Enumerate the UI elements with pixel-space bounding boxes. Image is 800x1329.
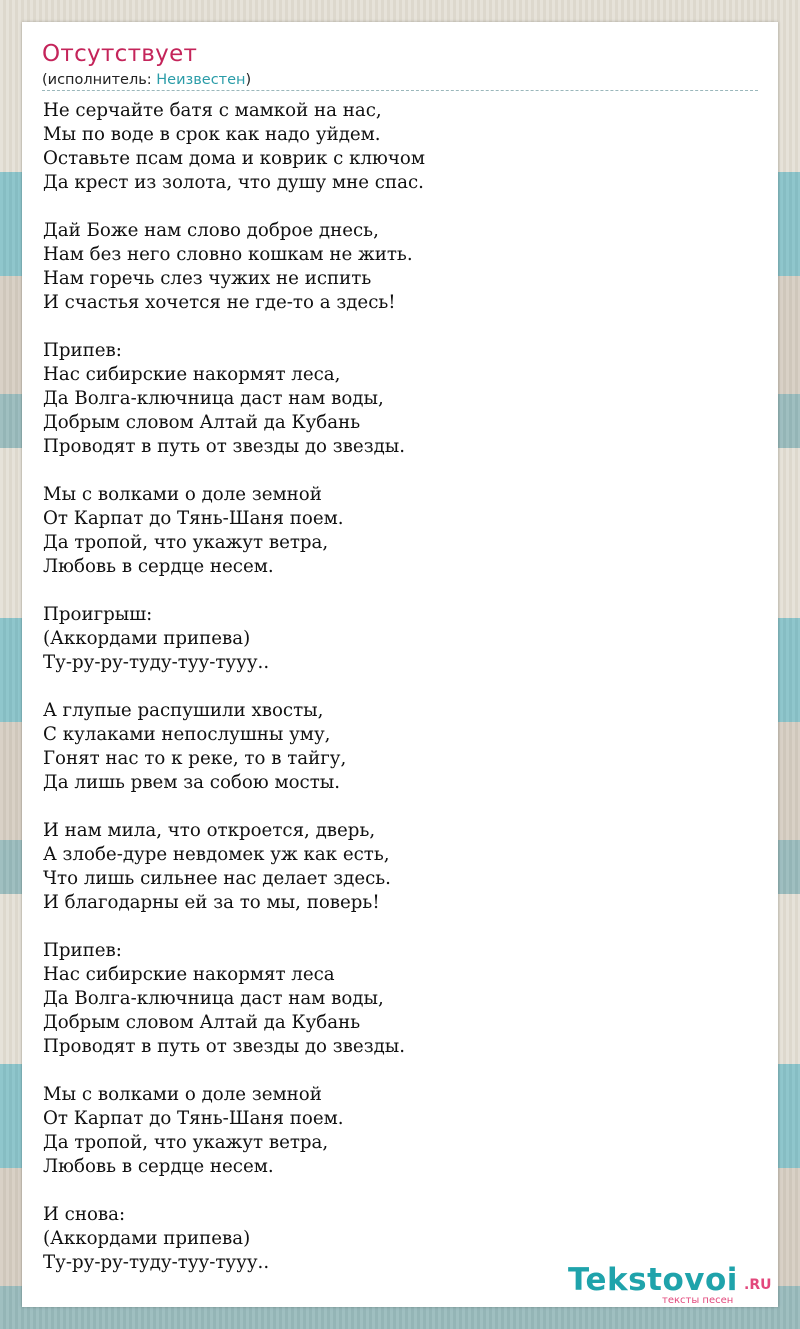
title-divider (42, 90, 758, 91)
artist-prefix: (исполнитель: (42, 72, 157, 88)
lyrics-text: Не серчайте батя с мамкой на нас, Мы по воде в срок как надо уйдем. Оставьте псам дома и коврик с ключом Да крест из золота, что душу мне спас. Дай Боже нам слово доброе днесь, Нам без него словно кошкам не жить. Нам горечь слез чужих не испить И счастья хочется не где-то а здесь! Припев: Нас сибирские накормят леса, Да Волга-ключница даст нам воды, Добрым словом Алтай да Кубань Проводят в путь от звезды до звезды. Мы с волками о доле земной От Карпат до Тянь-Шаня поем. Да тропой, что укажут ветра, Любовь в сердце несем. Проигрыш: (Аккордами припева) Ту-ру-ру-туду-туу-тууу.. А глупые распушили хвосты, С кулаками непослушны уму, Гонят нас то к реке, то в тайгу, Да лишь рвем за собою мосты. И нам мила, что откроется, дверь, А злобе-дуре невдомек уж как есть, Что лишь сильнее нас делает здесь. И благодарны ей за то мы, поверь! Припев: Нас сибирские накормят леса Да Волга-ключница даст нам воды, Добрым словом Алтай да Кубань Проводят в путь от звезды до звезды. Мы с волками о доле земной От Карпат до Тянь-Шаня поем. Да тропой, что укажут ветра, Любовь в сердце несем. И снова: (Аккордами припева) Ту-ру-ру-туду-туу-тууу.. (43, 100, 425, 1273)
song-title: Отсутствует (42, 41, 198, 67)
lyrics-card (22, 22, 778, 1307)
artist-suffix: ) (245, 72, 252, 88)
logo-domain: .RU (744, 1277, 772, 1293)
artist-link[interactable]: Неизвестен (156, 72, 246, 88)
logo-wordmark: Tekstovoi (568, 1262, 738, 1298)
site-logo[interactable] (568, 1262, 778, 1310)
artist-line (42, 72, 251, 88)
logo-tagline: тексты песен (662, 1295, 734, 1306)
